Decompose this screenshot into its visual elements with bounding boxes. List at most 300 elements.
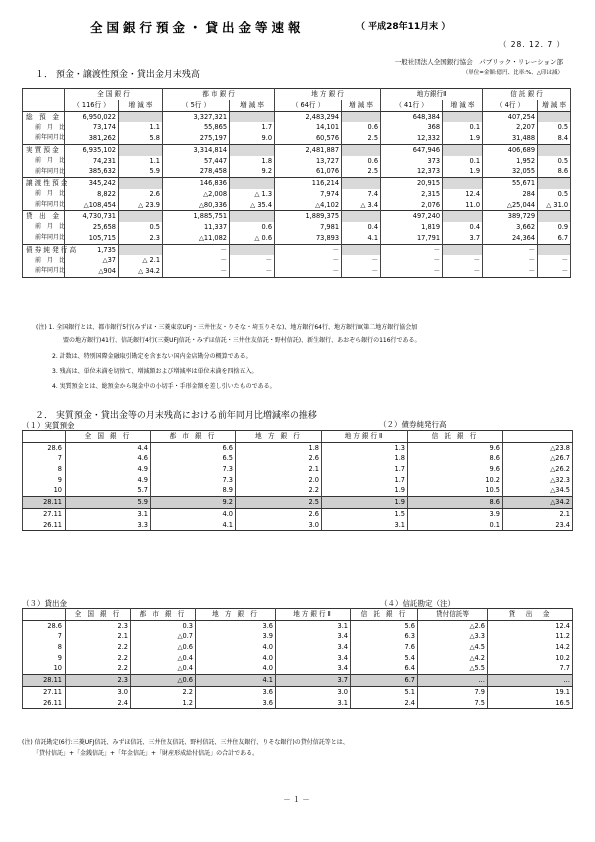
- rate-cell: [119, 178, 163, 189]
- rate-cell: 2.2: [236, 485, 322, 496]
- corner-cell: [23, 100, 65, 111]
- bank-count: （ 41行 ）: [381, 100, 443, 111]
- rate-cell: 6.3: [351, 631, 418, 642]
- month-label: 9: [23, 653, 66, 664]
- corner-cell: [23, 89, 65, 100]
- rate-cell: 1.8: [230, 156, 275, 167]
- rate-cell: △5.5: [418, 663, 488, 674]
- rate-cell: △32.3: [503, 475, 573, 486]
- value-cell: －: [163, 255, 230, 266]
- table-row: [418, 663, 573, 674]
- section1-title: １． 預金・譲渡性預金・貸出金月末残高: [35, 70, 200, 80]
- col-header: 地方銀行Ⅱ: [381, 89, 483, 100]
- table3-title: （３）貸出金: [22, 599, 67, 608]
- col-header: 全 国 銀 行: [66, 609, 131, 621]
- note-line: (注) 1. 全国銀行とは、都市銀行5行(みずほ・三菱東京UFJ・三井住友・りそな・埼玉りそな)、地方銀行64行、地方銀行Ⅱ(第二地方銀行協会加: [36, 324, 418, 331]
- row-label: 前 月 比: [23, 189, 65, 200]
- table-row: [503, 464, 573, 475]
- note-line: 2. 計数は、特別国際金融取引勘定を含まない国内金店勘分の概算である。: [52, 353, 252, 360]
- rate-cell: 3.7: [443, 233, 483, 244]
- month-label: 7: [23, 453, 66, 464]
- rate-cell: 0.4: [342, 222, 381, 233]
- table-row: [23, 133, 571, 144]
- table-row: [23, 698, 418, 709]
- table-row: [23, 453, 503, 464]
- rate-cell: 16.5: [488, 698, 573, 709]
- value-cell: 8,822: [65, 189, 119, 200]
- table-row: [23, 642, 418, 653]
- rate-cell: 0.9: [538, 222, 571, 233]
- loan-growth-body: [23, 620, 418, 709]
- col-header: 都 市 銀 行: [131, 609, 196, 621]
- rate-header: 増 減 率: [230, 100, 275, 111]
- month-label: 10: [23, 485, 66, 496]
- value-cell: －: [483, 255, 538, 266]
- month-label: 26.11: [23, 698, 66, 709]
- table-row: [23, 464, 503, 475]
- month-label: 28.6: [23, 620, 66, 631]
- rate-cell: 1.7: [322, 464, 408, 475]
- table-row: [418, 620, 573, 631]
- value-cell: 3,327,321: [163, 111, 230, 122]
- rate-cell: 4.0: [196, 663, 276, 674]
- rate-cell: 2.6: [119, 189, 163, 200]
- col-header: 都 市 銀 行: [163, 89, 275, 100]
- value-cell: 146,836: [163, 178, 230, 189]
- rate-cell: △0.7: [131, 631, 196, 642]
- footnote-line: 「貸付信託」+「金銭信託」+「年金信託」+「財産形成給付信託」の合計である。: [33, 750, 259, 757]
- rate-cell: 7.5: [418, 698, 488, 709]
- value-cell: 385,632: [65, 166, 119, 177]
- rate-cell: △34.2: [503, 497, 573, 509]
- rate-cell: 5.4: [351, 653, 418, 664]
- rate-cell: 14.2: [488, 642, 573, 653]
- rate-cell: △4.5: [418, 642, 488, 653]
- rate-cell: 6.5: [151, 453, 236, 464]
- table-row: [503, 485, 573, 496]
- page-number: －１－: [283, 795, 312, 804]
- value-cell: －: [163, 244, 230, 255]
- row-label: 前 月 比: [23, 156, 65, 167]
- table-row: [23, 255, 571, 266]
- rate-cell: 2.2: [66, 663, 131, 674]
- rate-cell: 2.0: [236, 475, 322, 486]
- value-cell: 7,974: [275, 189, 342, 200]
- rate-cell: 0.5: [538, 189, 571, 200]
- value-cell: 275,197: [163, 133, 230, 144]
- month-label: 8: [23, 464, 66, 475]
- rate-cell: [538, 144, 571, 155]
- table-row: [23, 631, 418, 642]
- rate-cell: 9.6: [408, 464, 503, 475]
- rate-cell: 3.4: [276, 642, 351, 653]
- value-cell: 389,729: [483, 211, 538, 222]
- loan-growth-table: [22, 608, 418, 709]
- value-cell: 345,242: [65, 178, 119, 189]
- table-row: [23, 508, 503, 519]
- rate-cell: 3.1: [276, 698, 351, 709]
- value-cell: －: [275, 255, 342, 266]
- table-row: [23, 144, 571, 155]
- rate-cell: △ 3.4: [342, 200, 381, 211]
- table-row: [23, 485, 503, 496]
- row-label: 前 月 比: [23, 255, 65, 266]
- rate-cell: △ 1.3: [230, 189, 275, 200]
- row-label: 前 月 比: [23, 222, 65, 233]
- rate-cell: 4.1: [196, 675, 276, 687]
- rate-cell: 7.6: [351, 642, 418, 653]
- table-row: [23, 111, 571, 122]
- rate-cell: 2.2: [131, 686, 196, 697]
- report-period: （ 平成28年11月末 ）: [356, 22, 451, 32]
- rate-cell: 4.9: [66, 475, 151, 486]
- rate-header: 増 減 率: [538, 100, 571, 111]
- rate-cell: [342, 144, 381, 155]
- rate-cell: 8.4: [538, 133, 571, 144]
- rate-cell: 8.6: [538, 166, 571, 177]
- value-cell: 12,332: [381, 133, 443, 144]
- rate-cell: 3.4: [276, 631, 351, 642]
- col-header: 地 方 銀 行: [275, 89, 381, 100]
- rate-cell: [443, 111, 483, 122]
- table-row: [418, 631, 573, 642]
- table-row: [23, 266, 571, 277]
- table-row: [418, 675, 573, 687]
- table-row: [23, 663, 418, 674]
- col-header: 全 国 銀 行: [66, 431, 151, 443]
- rate-cell: 2.4: [351, 698, 418, 709]
- rate-cell: 9.6: [408, 442, 503, 453]
- rate-cell: [443, 144, 483, 155]
- table-row: [503, 442, 573, 453]
- rate-cell: 4.0: [151, 508, 236, 519]
- rate-cell: 0.1: [443, 122, 483, 133]
- rate-cell: 6.7: [351, 675, 418, 687]
- publication-date: （ 28. 12. 7 ）: [498, 40, 565, 49]
- table-row: [503, 520, 573, 531]
- bank-count: （ 64行 ）: [275, 100, 342, 111]
- rate-cell: △0.4: [131, 653, 196, 664]
- table-row: [23, 475, 503, 486]
- rate-cell: 1.2: [131, 698, 196, 709]
- rate-cell: 3.9: [196, 631, 276, 642]
- rate-cell: △0.6: [131, 642, 196, 653]
- month-label: 10: [23, 663, 66, 674]
- rate-cell: △34.5: [503, 485, 573, 496]
- rate-cell: 5.9: [66, 497, 151, 509]
- value-cell: △25,044: [483, 200, 538, 211]
- rate-cell: [538, 211, 571, 222]
- rate-cell: [342, 178, 381, 189]
- value-cell: 12,373: [381, 166, 443, 177]
- rate-cell: [443, 211, 483, 222]
- row-label: 前年同月比: [23, 133, 65, 144]
- value-cell: 2,207: [483, 122, 538, 133]
- month-label: 8: [23, 642, 66, 653]
- table-row: [23, 442, 503, 453]
- rate-cell: 2.6: [236, 453, 322, 464]
- rate-cell: 3.1: [276, 620, 351, 631]
- rate-cell: 1.9: [322, 485, 408, 496]
- table-row: [23, 653, 418, 664]
- rate-cell: 4.1: [342, 233, 381, 244]
- publisher: 一般社団法人全国銀行協会 パブリック・リレーション部: [394, 58, 563, 66]
- rate-cell: △3.3: [418, 631, 488, 642]
- table-row: [23, 620, 418, 631]
- value-cell: 1,819: [381, 222, 443, 233]
- deposit-growth-table: [22, 430, 503, 531]
- rate-cell: 1.7: [322, 475, 408, 486]
- table-row: [23, 166, 571, 177]
- rate-cell: 2.4: [66, 698, 131, 709]
- rate-cell: 3.4: [276, 663, 351, 674]
- value-cell: 17,791: [381, 233, 443, 244]
- value-cell: △4,102: [275, 200, 342, 211]
- rate-cell: 0.5: [538, 156, 571, 167]
- value-cell: －: [483, 266, 538, 277]
- value-cell: －: [163, 266, 230, 277]
- value-cell: △80,336: [163, 200, 230, 211]
- rate-cell: 0.5: [538, 122, 571, 133]
- table2-title: （２）債券純発行高: [379, 420, 447, 429]
- rate-cell: －: [538, 255, 571, 266]
- value-cell: 60,576: [275, 133, 342, 144]
- rate-cell: [342, 211, 381, 222]
- rate-cell: [119, 211, 163, 222]
- table-row: [23, 675, 418, 687]
- rate-cell: 1.9: [322, 497, 408, 509]
- rate-cell: [538, 244, 571, 255]
- rate-cell: 3.7: [276, 675, 351, 687]
- value-cell: 2,315: [381, 189, 443, 200]
- rate-cell: △0.4: [131, 663, 196, 674]
- value-cell: 31,488: [483, 133, 538, 144]
- rate-cell: 2.5: [236, 497, 322, 509]
- row-label: 総 預 金: [23, 111, 65, 122]
- value-cell: 381,262: [65, 133, 119, 144]
- rate-cell: 10.5: [408, 485, 503, 496]
- table4-title: （４）信託勘定（注）: [380, 599, 455, 608]
- value-cell: －: [381, 255, 443, 266]
- rate-cell: 8.9: [151, 485, 236, 496]
- rate-cell: 1.1: [119, 122, 163, 133]
- value-cell: 284: [483, 189, 538, 200]
- value-cell: 73,893: [275, 233, 342, 244]
- rate-cell: 5.1: [351, 686, 418, 697]
- value-cell: △108,454: [65, 200, 119, 211]
- rate-cell: 3.1: [66, 508, 151, 519]
- rate-cell: [119, 111, 163, 122]
- rate-cell: 7.3: [151, 464, 236, 475]
- value-cell: 20,915: [381, 178, 443, 189]
- rate-cell: 4.1: [151, 520, 236, 531]
- value-cell: 368: [381, 122, 443, 133]
- rate-header: 増 減 率: [443, 100, 483, 111]
- balances-table: [22, 88, 571, 278]
- table-row: [23, 233, 571, 244]
- rate-cell: 6.4: [351, 663, 418, 674]
- rate-cell: 4.9: [66, 464, 151, 475]
- rate-cell: 11.2: [488, 631, 573, 642]
- rate-cell: 3.6: [196, 698, 276, 709]
- rate-cell: 4.6: [66, 453, 151, 464]
- rate-cell: 0.6: [342, 156, 381, 167]
- trust-account-table: [417, 608, 573, 709]
- rate-cell: [342, 111, 381, 122]
- value-cell: △37: [65, 255, 119, 266]
- col-header: 地 方 銀 行: [236, 431, 322, 443]
- rate-cell: △23.8: [503, 442, 573, 453]
- row-label: 債 券 純 発 行 高: [23, 244, 65, 255]
- row-label: 前年同月比: [23, 166, 65, 177]
- rate-cell: △26.7: [503, 453, 573, 464]
- rate-cell: 3.0: [236, 520, 322, 531]
- value-cell: 57,447: [163, 156, 230, 167]
- table1-title: （１）実質預金: [22, 421, 75, 430]
- rate-cell: －: [443, 255, 483, 266]
- rate-cell: 0.6: [230, 222, 275, 233]
- value-cell: 7,981: [275, 222, 342, 233]
- rate-cell: 10.2: [488, 653, 573, 664]
- note-line: 4. 実質預金とは、総預金から現金中の小切手・手形金額を差し引いたものである。: [52, 383, 276, 390]
- rate-cell: 4.0: [196, 653, 276, 664]
- unit-note: （単位=金額:億円、比率:%、△印は減）: [462, 70, 563, 76]
- rate-cell: 2.1: [503, 508, 573, 519]
- col-header: 都 市 銀 行: [151, 431, 236, 443]
- page-title: 全国銀行預金・貸出金等速報: [90, 20, 305, 35]
- rate-cell: －: [230, 255, 275, 266]
- rate-cell: △26.2: [503, 464, 573, 475]
- value-cell: 3,662: [483, 222, 538, 233]
- value-cell: 25,658: [65, 222, 119, 233]
- rate-cell: 1.8: [236, 442, 322, 453]
- rate-cell: 4.4: [66, 442, 151, 453]
- rate-cell: 8.6: [408, 497, 503, 509]
- value-cell: 6,935,102: [65, 144, 119, 155]
- value-cell: △11,082: [163, 233, 230, 244]
- value-cell: 11,337: [163, 222, 230, 233]
- rate-cell: △4.2: [418, 653, 488, 664]
- value-cell: －: [381, 244, 443, 255]
- table-row: [23, 178, 571, 189]
- rate-cell: △ 34.2: [119, 266, 163, 277]
- rate-cell: [443, 178, 483, 189]
- rate-cell: 1.1: [119, 156, 163, 167]
- table-row: [23, 211, 571, 222]
- rate-cell: 1.9: [443, 133, 483, 144]
- row-label: 実 質 預 金: [23, 144, 65, 155]
- table-row: [503, 475, 573, 486]
- rate-cell: △ 0.6: [230, 233, 275, 244]
- corner-cell: [23, 609, 66, 621]
- rate-cell: 7.3: [151, 475, 236, 486]
- rate-cell: 1.5: [322, 508, 408, 519]
- note-line: 3. 残高は、単位未満を切捨て、増減額および増減率は単位未満を四捨五入。: [52, 368, 258, 375]
- rate-cell: －: [230, 266, 275, 277]
- table-row: [503, 508, 573, 519]
- rate-cell: －: [342, 266, 381, 277]
- value-cell: 2,481,887: [275, 144, 342, 155]
- rate-cell: 10.2: [408, 475, 503, 486]
- table-row: [23, 497, 503, 509]
- rate-cell: 11.0: [443, 200, 483, 211]
- rate-cell: 0.5: [119, 222, 163, 233]
- trust-account-body: [418, 620, 573, 709]
- table-row: [418, 698, 573, 709]
- rate-cell: 12.4: [488, 620, 573, 631]
- value-cell: 6,950,022: [65, 111, 119, 122]
- row-label: 前 月 比: [23, 122, 65, 133]
- rate-cell: 1.8: [322, 453, 408, 464]
- rate-header: 増 減 率: [342, 100, 381, 111]
- footnote-line: (注) 信託勘定(6行:三菱UFJ信託、みずほ信託、三井住友信託、野村信託、三井住友銀行、りそな銀行)の貸付信託等とは、: [22, 739, 349, 746]
- rate-cell: 0.4: [443, 222, 483, 233]
- rate-cell: 9.0: [230, 133, 275, 144]
- note-line: 盟の地方銀行)41行、信託銀行4行(三菱UFJ信託・みずほ信託・三井住友信託・野村信託)、新生銀行、あおぞら銀行の116行である。: [63, 337, 421, 344]
- rate-cell: [119, 144, 163, 155]
- table-row: [23, 686, 418, 697]
- rate-cell: 8.6: [408, 453, 503, 464]
- value-cell: 1,889,375: [275, 211, 342, 222]
- month-label: 26.11: [23, 520, 66, 531]
- month-label: 28.11: [23, 675, 66, 687]
- month-label: 7: [23, 631, 66, 642]
- row-label: 前年同月比: [23, 233, 65, 244]
- rate-cell: 7.4: [342, 189, 381, 200]
- rate-cell: 9.2: [230, 166, 275, 177]
- rate-cell: 7.9: [418, 686, 488, 697]
- bond-issuance-body: [503, 442, 573, 531]
- month-label: 27.11: [23, 686, 66, 697]
- rate-cell: 23.4: [503, 520, 573, 531]
- col-header: 地方銀行Ⅱ: [322, 431, 408, 443]
- bank-count: （ 4行 ）: [483, 100, 538, 111]
- rate-cell: 2.2: [66, 642, 131, 653]
- table-row: [418, 642, 573, 653]
- rate-cell: [230, 211, 275, 222]
- value-cell: 24,364: [483, 233, 538, 244]
- table-row: [23, 189, 571, 200]
- value-cell: －: [381, 266, 443, 277]
- value-cell: 14,101: [275, 122, 342, 133]
- rate-cell: 1.9: [443, 166, 483, 177]
- rate-cell: [230, 244, 275, 255]
- table-row: [23, 200, 571, 211]
- rate-cell: 3.6: [196, 620, 276, 631]
- bank-count: （ 5行 ）: [163, 100, 230, 111]
- rate-cell: 1.7: [230, 122, 275, 133]
- value-cell: 61,076: [275, 166, 342, 177]
- rate-cell: 3.4: [276, 653, 351, 664]
- value-cell: 1,885,751: [163, 211, 230, 222]
- value-cell: －: [483, 244, 538, 255]
- month-label: 28.6: [23, 442, 66, 453]
- rate-cell: [230, 178, 275, 189]
- value-cell: －: [275, 244, 342, 255]
- rate-cell: [230, 111, 275, 122]
- value-cell: △904: [65, 266, 119, 277]
- value-cell: 116,214: [275, 178, 342, 189]
- col-header: 全 国 銀 行: [65, 89, 163, 100]
- col-header: 貸 出 金: [488, 609, 573, 621]
- table-row: [503, 497, 573, 509]
- value-cell: 278,458: [163, 166, 230, 177]
- value-cell: 55,865: [163, 122, 230, 133]
- value-cell: 3,314,814: [163, 144, 230, 155]
- rate-cell: 3.1: [322, 520, 408, 531]
- table-row: [23, 222, 571, 233]
- value-cell: 32,055: [483, 166, 538, 177]
